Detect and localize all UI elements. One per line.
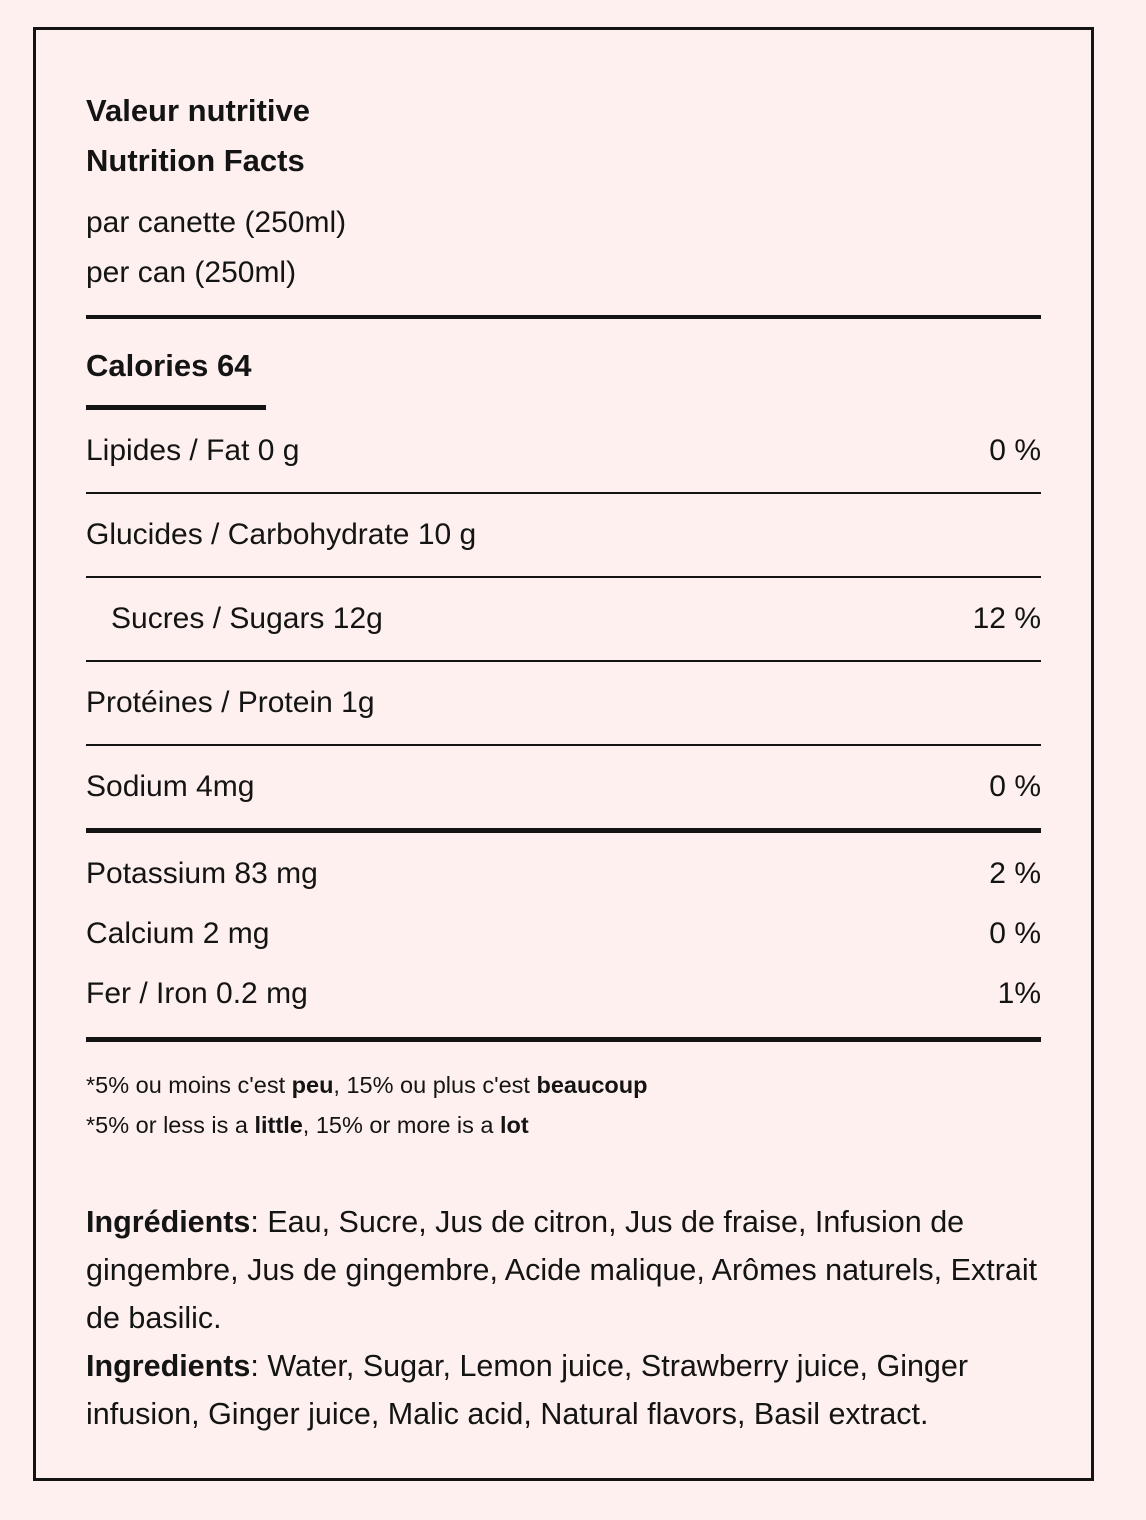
footnote-text: , 15% ou plus c'est bbox=[333, 1072, 537, 1098]
footnote-emphasis: peu bbox=[291, 1072, 334, 1098]
footnote-text: *5% ou moins c'est bbox=[86, 1072, 292, 1098]
label-title-en: Nutrition Facts bbox=[86, 143, 305, 178]
serving-size-fr: par canette (250ml) bbox=[86, 206, 347, 239]
ingredients-heading: Ingrédients bbox=[86, 1205, 251, 1239]
ingredients-fr bbox=[86, 1198, 1041, 1342]
daily-value: 0 % bbox=[989, 434, 1041, 467]
calories-value: Calories 64 bbox=[86, 348, 252, 383]
daily-value: 0 % bbox=[989, 917, 1041, 950]
footnote-emphasis: little bbox=[254, 1112, 303, 1138]
daily-value: 2 % bbox=[989, 857, 1041, 890]
serving-size-en: per can (250ml) bbox=[86, 256, 297, 289]
row-sodium bbox=[86, 746, 1041, 828]
ingredients-en bbox=[86, 1342, 1041, 1438]
nutrient-name: Potassium 83 mg bbox=[86, 857, 318, 890]
ingredients-list: : Water, Sugar, Lemon juice, Strawberry juice, Ginger infusion, Ginger juice, Malic acid, Natural flavors, Basil extract. bbox=[86, 1349, 969, 1431]
row-iron bbox=[86, 964, 1041, 1024]
nutrient-name: Sodium 4mg bbox=[86, 770, 255, 803]
nutrient-name: Protéines / Protein 1g bbox=[86, 686, 375, 719]
row-carbohydrate bbox=[86, 494, 1041, 576]
footnote-fr bbox=[86, 1065, 1041, 1105]
footer-divider-rule bbox=[86, 1037, 1041, 1042]
row-calcium bbox=[86, 904, 1041, 964]
calories-row bbox=[86, 348, 1041, 384]
daily-value: 12 % bbox=[972, 602, 1041, 635]
footnote-emphasis: beaucoup bbox=[536, 1072, 648, 1098]
nutrient-name: Glucides / Carbohydrate 10 g bbox=[86, 518, 477, 551]
nutrient-name: Fer / Iron 0.2 mg bbox=[86, 977, 308, 1010]
row-fat bbox=[86, 410, 1041, 492]
daily-value: 1% bbox=[997, 977, 1041, 1010]
footnote-text: *5% or less is a bbox=[86, 1112, 255, 1138]
serving-size-block bbox=[86, 198, 1041, 298]
nutrition-facts-label bbox=[33, 27, 1094, 1481]
nutrient-name: Lipides / Fat 0 g bbox=[86, 434, 300, 467]
minerals-section bbox=[86, 833, 1041, 1037]
nutrient-name: Calcium 2 mg bbox=[86, 917, 270, 950]
footnote-en bbox=[86, 1105, 1041, 1145]
ingredients-list: : Eau, Sucre, Jus de citron, Jus de fraise, Infusion de gingembre, Jus de gingembre, Acide malique, Arômes naturels, Extrait de basilic. bbox=[86, 1205, 1038, 1335]
label-title-fr: Valeur nutritive bbox=[86, 93, 310, 128]
row-sugars bbox=[86, 578, 1041, 660]
nutrient-name: Sucres / Sugars 12g bbox=[111, 602, 383, 635]
row-protein bbox=[86, 662, 1041, 744]
header-divider-rule bbox=[86, 315, 1041, 319]
daily-value: 0 % bbox=[989, 770, 1041, 803]
ingredients-heading: Ingredients bbox=[86, 1349, 251, 1383]
footnote-text: , 15% or more is a bbox=[302, 1112, 501, 1138]
row-potassium bbox=[86, 844, 1041, 904]
footnote-emphasis: lot bbox=[500, 1112, 529, 1138]
